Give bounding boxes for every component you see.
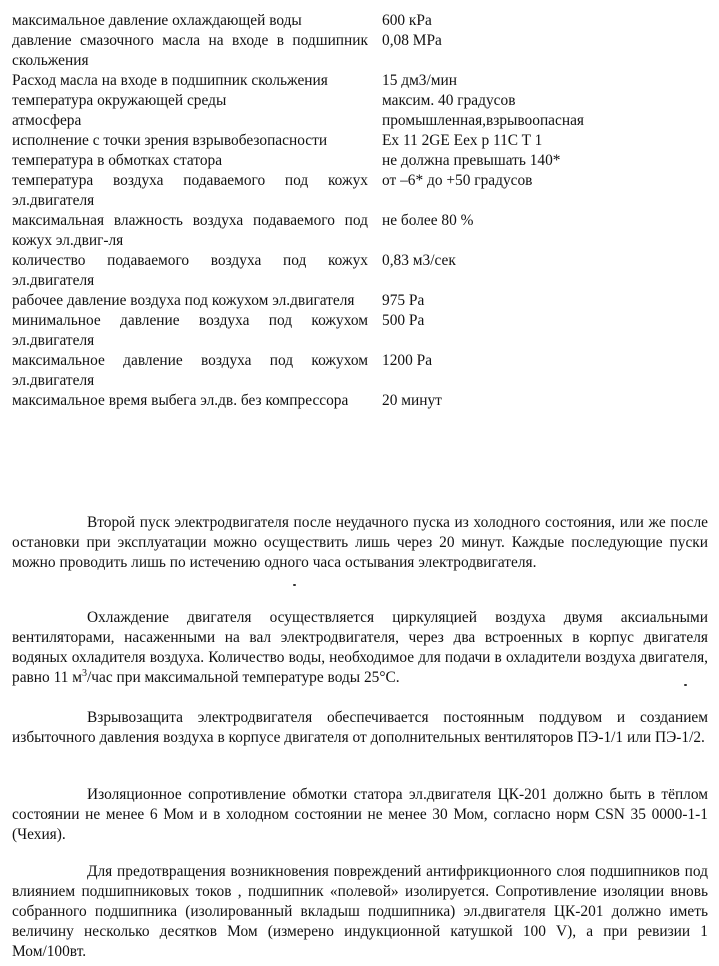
spec-row	[12, 71, 712, 91]
spec-value: 20 минут	[382, 392, 442, 409]
spec-row	[12, 211, 712, 251]
paragraph-restart: Второй пуск электродвигателя после неудачного пуска из холодного состояния, или же после остановки при эксплуатации можно осуществить лишь через 20 минут. Каждые последующие пуски можно проводить лишь по истечению одного часа остывания электродвигателя.	[12, 514, 708, 571]
spec-parameter: максимальная влажность воздуха подаваемого под кожух эл.двиг-ля	[12, 212, 368, 249]
spec-table-body	[12, 11, 712, 411]
spec-parameter: атмосфера	[12, 112, 82, 129]
spec-parameter: минимальное давление воздуха под кожухом эл.двигателя	[12, 312, 368, 349]
spec-parameter: максимальное время выбега эл.дв. без компрессора	[12, 392, 349, 409]
spec-table	[12, 11, 712, 411]
spec-value: не должна превышать 140*	[382, 152, 561, 169]
spec-parameter: максимальное давление охлаждающей воды	[12, 12, 302, 29]
spec-row	[12, 311, 712, 351]
paragraph-explosion-protection: Взрывозащита электродвигателя обеспечивается постоянным поддувом и созданием избыточного давления воздуха в корпусе двигателя от дополнительных вентиляторов ПЭ-1/1 или ПЭ-1/2.	[12, 709, 708, 746]
scan-speck	[293, 584, 296, 586]
spec-value: 15 дм3/мин	[382, 72, 457, 89]
spec-value: максим. 40 градусов	[382, 92, 516, 109]
spec-value: не более 80 %	[382, 212, 474, 229]
spec-parameter: температура воздуха подаваемого под кожух эл.двигателя	[12, 172, 368, 209]
spec-row	[12, 111, 712, 131]
spec-row	[12, 291, 712, 311]
spec-value: 975 Ра	[382, 292, 425, 309]
cooling-text-2: /час при максимальной температуре воды 25°С.	[86, 669, 400, 686]
spec-parameter: количество подаваемого воздуха под кожух эл.двигателя	[12, 252, 368, 289]
spec-value: от –6* до +50 градусов	[382, 172, 533, 189]
spec-row	[12, 31, 712, 71]
spec-value: 600 кРа	[382, 12, 432, 29]
spec-parameter: Расход масла на входе в подшипник скольжения	[12, 72, 328, 89]
spec-value: промышленная,взрывоопасная	[382, 112, 584, 129]
spec-parameter: рабочее давление воздуха под кожухом эл.двигателя	[12, 292, 355, 309]
scan-speck	[684, 684, 687, 686]
spec-row	[12, 151, 712, 171]
spec-value: 0,08 МРа	[382, 32, 442, 49]
cooling-text-1: Охлаждение двигателя осуществляется циркуляцией воздуха двумя аксиальными вентиляторами, насаженными на вал электродвигателя, через два встроенных в корпус двигателя водяных охладителя воздуха. Количество воды, необходимое для подачи в охладители воздуха двигателя, равно 11 м	[12, 609, 708, 686]
spec-parameter: температура окружающей среды	[12, 92, 227, 109]
spec-row	[12, 11, 712, 31]
spec-value: Ex 11 2GE Eex p 11C T 1	[382, 132, 543, 149]
spec-value: 1200 Ра	[382, 352, 433, 369]
cubic-superscript: 3	[81, 667, 87, 679]
spec-row	[12, 91, 712, 111]
spec-row	[12, 391, 712, 411]
spec-row	[12, 131, 712, 151]
paragraph-bearing: Для предотвращения возникновения повреждений антифрикционного слоя подшипников под влиянием подшипниковых токов , подшипник «полевой» изолируется. Сопротивление изоляции вновь собранного подшипника (изолированный вкладыш подшипника) эл.двигателя ЦК-201 должно иметь величину несколько десятков Мом (измерено индукционной катушкой 100 V), а при ревизии 1 Мом/100вт.	[12, 863, 708, 960]
spec-parameter: температура в обмотках статора	[12, 152, 223, 169]
paragraph-insulation: Изоляционное сопротивление обмотки статора эл.двигателя ЦК-201 должно быть в тёплом состоянии не менее 6 Мом и в холодном состоянии не менее 30 Мом, согласно норм CSN 35 0000-1-1 (Чехия).	[12, 786, 708, 843]
spec-row	[12, 251, 712, 291]
paragraph-cooling	[12, 608, 708, 688]
spec-parameter: давление смазочного масла на входе в подшипник скольжения	[12, 32, 368, 69]
spec-value: 500 Ра	[382, 312, 425, 329]
spec-parameter: максимальное давление воздуха под кожухом эл.двигателя	[12, 352, 368, 389]
spec-value: 0,83 м3/сек	[382, 252, 456, 269]
spec-row	[12, 171, 712, 211]
spec-row	[12, 351, 712, 391]
spec-parameter: исполнение с точки зрения взрывобезопасности	[12, 132, 328, 149]
